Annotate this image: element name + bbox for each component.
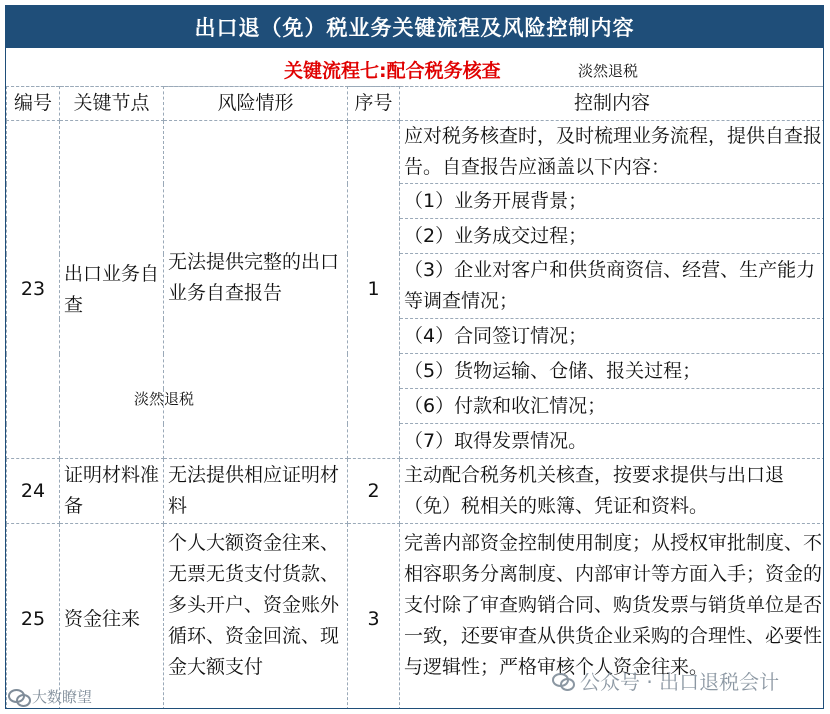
- wechat-icon: [8, 689, 30, 705]
- header-seq: 序号: [348, 87, 400, 121]
- watermark-bottom-left-text: 大数瞭望: [32, 688, 93, 706]
- control-item: （3）企业对客户和供货商资信、经营、生产能力等调查情况；: [400, 254, 825, 319]
- control-item: （1）业务开展背景；: [400, 184, 825, 219]
- control-item: （6）付款和收汇情况；: [400, 389, 825, 424]
- document-frame: [5, 5, 824, 709]
- table-header-row: [7, 87, 825, 121]
- row-node: 出口业务自查: [60, 121, 164, 459]
- watermark-middle: 淡然退税: [134, 390, 195, 408]
- risk-control-table: [6, 86, 824, 709]
- watermark-bottom-left: [8, 686, 92, 707]
- row-node: 证明材料准备: [60, 459, 164, 524]
- control-item: （7）取得发票情况。: [400, 424, 825, 459]
- row-seq: 1: [348, 121, 400, 459]
- row-risk: 个人大额资金往来、无票无货支付货款、多头开户、资金账外循环、资金回流、现金大额支付: [164, 524, 348, 710]
- subtitle-row: [6, 48, 823, 87]
- table-row: [7, 459, 825, 524]
- row-risk: 无法提供相应证明材料: [164, 459, 348, 524]
- header-node: 关键节点: [60, 87, 164, 121]
- row-id: 24: [7, 459, 60, 524]
- process-subtitle: 关键流程七:配合税务核查: [284, 60, 501, 82]
- control-item: 完善内部资金控制使用制度；从授权审批制度、不相容职务分离制度、内部审计等方面入手；资金的支付除了审查购销合同、购货发票与销货单位是否一致，还要审查从供货企业采购的合理性、必要性与逻辑性；严格审核个人资金往来。: [400, 524, 825, 710]
- control-item: 主动配合税务机关核查，按要求提供与出口退（免）税相关的账簿、凭证和资料。: [400, 459, 825, 524]
- control-item: （2）业务成交过程；: [400, 219, 825, 254]
- row-id: 23: [7, 121, 60, 459]
- watermark-top: 淡然退税: [578, 62, 639, 80]
- control-item: （5）货物运输、仓储、报关过程；: [400, 354, 825, 389]
- row-seq: 3: [348, 524, 400, 710]
- table-row: [7, 121, 825, 184]
- control-item: （4）合同签订情况；: [400, 319, 825, 354]
- header-id: 编号: [7, 87, 60, 121]
- header-control: 控制内容: [400, 87, 825, 121]
- row-risk: 无法提供完整的出口业务自查报告: [164, 121, 348, 459]
- control-item: 应对税务核查时，及时梳理业务流程，提供自查报告。自查报告应涵盖以下内容：: [400, 121, 825, 184]
- row-node: 资金往来: [60, 524, 164, 710]
- watermark-bottom-right-text: 公众号 · 出口退税会计: [580, 670, 780, 694]
- document-title: 出口退（免）税业务关键流程及风险控制内容: [6, 6, 823, 48]
- watermark-bottom-right: [552, 666, 779, 695]
- wechat-icon: [552, 673, 574, 689]
- header-risk: 风险情形: [164, 87, 348, 121]
- row-id: 25: [7, 524, 60, 710]
- row-seq: 2: [348, 459, 400, 524]
